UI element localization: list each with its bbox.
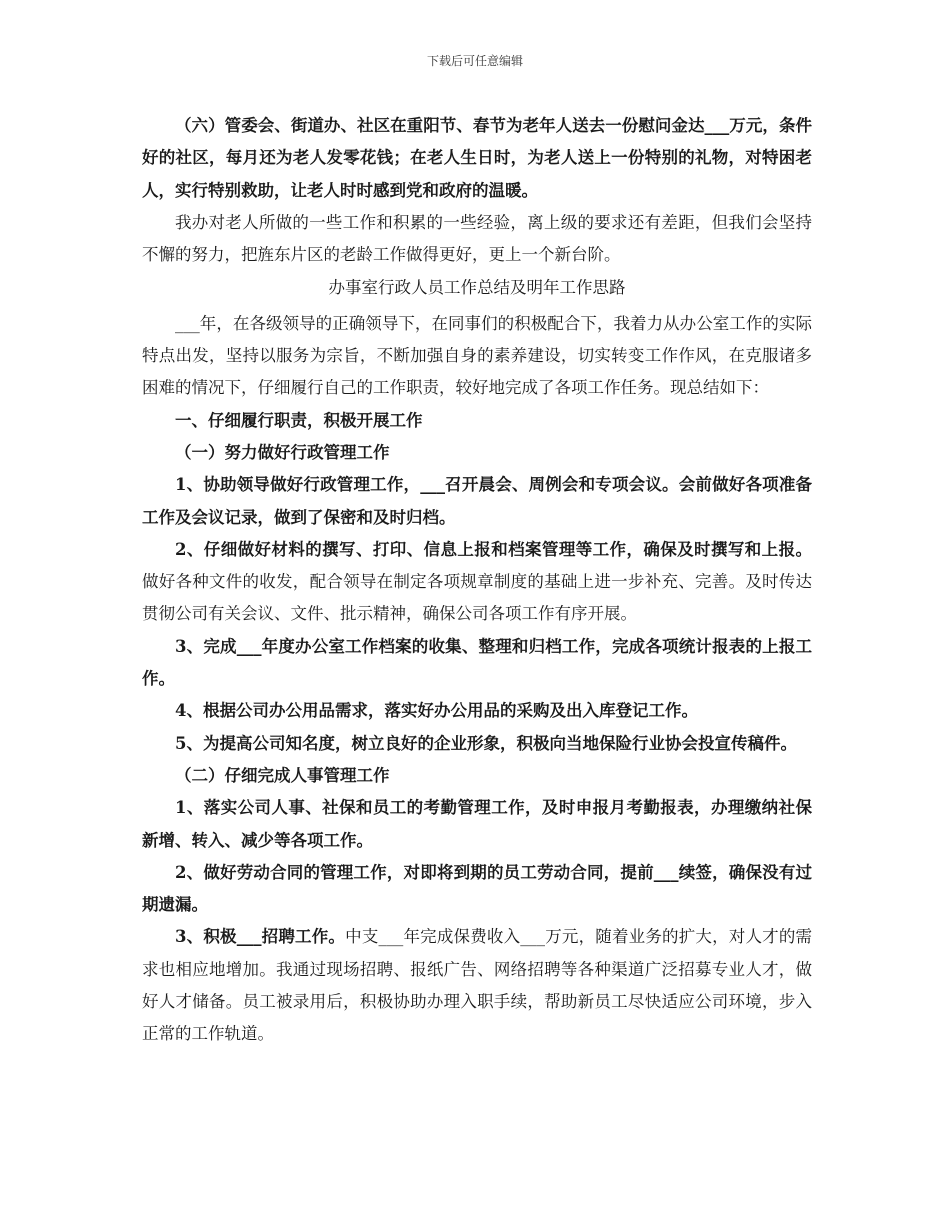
paragraph-text: 5、为提高公司知名度，树立良好的企业形象，积极向当地保险行业协会投宣传稿件。 (175, 733, 797, 753)
paragraph-text: （二）仔细完成人事管理工作 (175, 765, 390, 785)
paragraph (142, 695, 812, 727)
paragraph-text: 我办对老人所做的一些工作和积累的一些经验，离上级的要求还有差距，但我们会坚持不懈的努力，把旌东片区的老龄工作做得更好，更上一个新台阶。 (142, 212, 812, 265)
paragraph (142, 728, 812, 760)
paragraph-text: 1、落实公司人事、社保和员工的考勤管理工作，及时申报月考勤报表，办理缴纳社保新增、转入、减少等各项工作。 (142, 798, 812, 850)
section-title (142, 272, 812, 304)
paragraph-lead: 3、积极___招聘工作。 (175, 927, 346, 947)
paragraph-text: 中支___年完成保费收入___万元，随着业务的扩大，对人才的需求也相应地增加。我通过现场招聘、报纸广告、网络招聘等各种渠道广泛招募专业人才，做好人才储备。员工被录用后，积极协助办理入职手续，帮助新员工尽快适应公司环境，步入正常的工作轨道。 (142, 927, 813, 1044)
paragraph (142, 469, 812, 534)
paragraph-text: （六）管委会、街道办、社区在重阳节、春节为老年人送去一份慰问金达___万元，条件好的社区，每月还为老人发零花钱；在老人生日时，为老人送上一份特别的礼物，对特困老人，实行特别救助，让老人时时感到党和政府的温暖。 (142, 116, 812, 200)
paragraph-lead: 2、仔细做好材料的撰写、打印、信息上报和档案管理等工作，确保及时撰写和上报。 (175, 539, 812, 559)
paragraph (142, 792, 812, 857)
paragraph (142, 405, 812, 437)
paragraph-text: 办事室行政人员工作总结及明年工作思路 (328, 278, 626, 298)
paragraph-text: ___年，在各级领导的正确领导下，在同事们的积极配合下，我着力从办公室工作的实际特点出发，坚持以服务为宗旨，不断加强自身的素养建设，切实转变工作作风，在克服诸多困难的情况下，仔细履行自己的工作职责，较好地完成了各项工作任务。现总结如下： (142, 313, 812, 398)
paragraph (142, 207, 812, 272)
document-body (142, 110, 812, 1051)
paragraph-text: 2、做好劳动合同的管理工作，对即将到期的员工劳动合同，提前___续签，确保没有过期遗漏。 (142, 862, 812, 915)
paragraph-text: 3、完成___年度办公室工作档案的收集、整理和归档工作，完成各项统计报表的上报工作。 (142, 636, 812, 689)
paragraph (142, 437, 812, 469)
paragraph-text: 1、协助领导做好行政管理工作，___召开晨会、周例会和专项会议。会前做好各项准备工作及会议记录，做到了保密和及时归档。 (142, 475, 812, 527)
paragraph-text: （一）努力做好行政管理工作 (175, 442, 390, 462)
paragraph (142, 921, 812, 1050)
paragraph (142, 631, 812, 696)
paragraph (142, 308, 812, 405)
paragraph (142, 534, 812, 631)
paragraph-text: 4、根据公司办公用品需求，落实好办公用品的采购及出入库登记工作。 (175, 701, 698, 721)
paragraph (142, 760, 812, 792)
paragraph-text: 做好各种文件的收发，配合领导在制定各项规章制度的基础上进一步补充、完善。及时传达贯彻公司有关会议、文件、批示精神，确保公司各项工作有序开展。 (142, 572, 812, 624)
paragraph-text: 一、仔细履行职责，积极开展工作 (175, 410, 423, 430)
page-header: 下载后可任意编辑 (426, 54, 523, 68)
paragraph (142, 110, 812, 207)
paragraph (142, 857, 812, 922)
